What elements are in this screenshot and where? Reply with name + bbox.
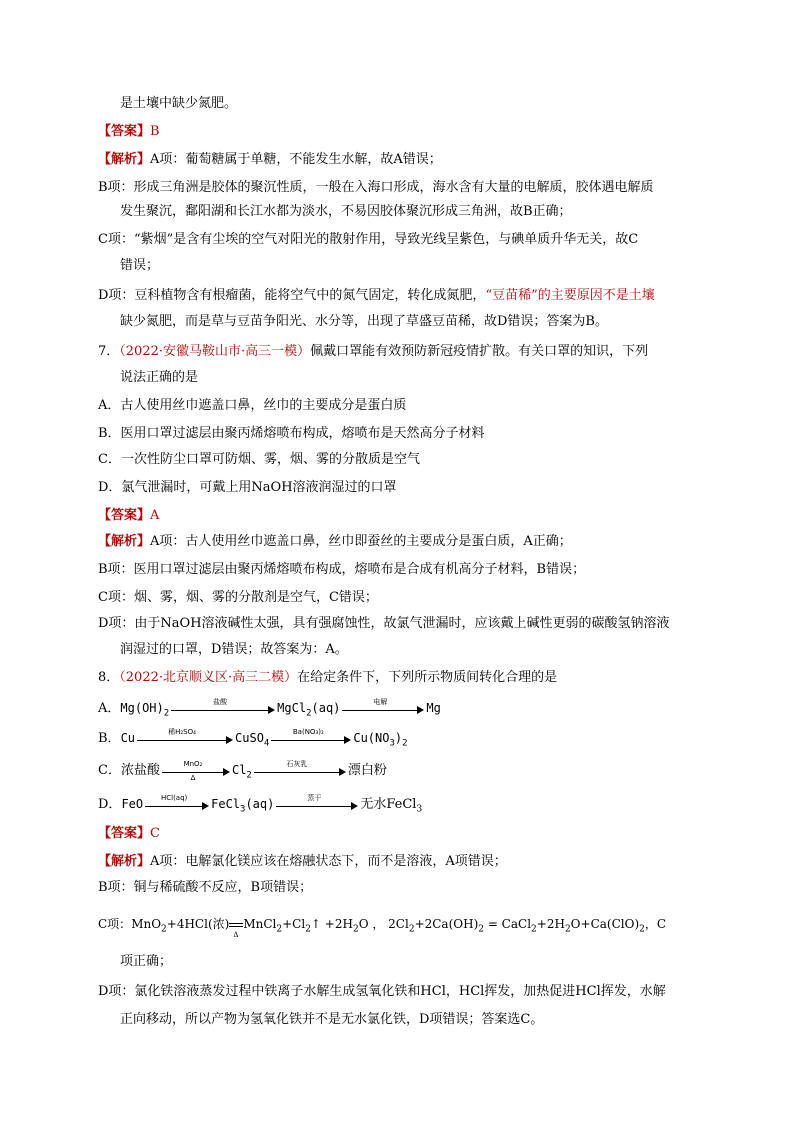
option-8-a: [98, 697, 441, 721]
reaction-arrow: [171, 697, 275, 717]
explanation-label: 【解析】: [98, 534, 151, 549]
option-8-c: [98, 759, 387, 783]
option-7-d: D．氯气泄漏时，可戴上用NaOH溶液润湿过的口罩: [98, 480, 397, 495]
arrow-condition: HCl(aq): [160, 793, 188, 802]
question-number: 7．: [98, 344, 120, 359]
option-label: C．: [98, 763, 121, 778]
arrow-condition-below: Δ: [190, 773, 196, 782]
arrow-condition: 盐酸: [213, 697, 228, 706]
explanation-6-c1: C项：“紫烟”是含有尘埃的空气对阳光的散射作用，导致光线呈紫色，与碘单质升华无关，故C: [98, 232, 639, 247]
explanation-7-c: C项：烟、雾，烟、雾的分散剂是空气，C错误；: [98, 590, 378, 605]
formula: 无水FeCl$_3$: [360, 797, 423, 815]
explanation-7-d2: 润湿过的口罩，D错误；故答案为：A。: [120, 642, 348, 657]
equation-2: $2Cl_2+2Ca(OH)_2$ = $CaCl_2+2H_2O+Ca(ClO)_2$: [388, 917, 645, 935]
arrow-condition: MnO₂: [183, 759, 203, 768]
answer-value: B: [150, 124, 160, 139]
equation-1: MnO$_2$+4HCl(浓) Δ $MnCl_2+Cl_2↑ +2H_2O$ ，: [131, 917, 385, 939]
arrow-condition: 电解: [373, 697, 388, 706]
formula: CuSO$_4$: [235, 731, 270, 749]
formula: FeCl$_3$(aq): [211, 797, 275, 815]
arrow-condition: 稀H₂SO₄: [168, 727, 196, 736]
reaction-arrow: [276, 793, 358, 813]
answer-label: 【答案】: [98, 826, 151, 841]
formula: 浓盐酸: [120, 763, 160, 778]
answer-8: [98, 826, 160, 842]
explanation-6-b1: B项：形成三角洲是胶体的聚沉性质，一般在入海口形成，海水含有大量的电解质，胶体遇电解质: [98, 180, 654, 195]
answer-value: C: [150, 826, 160, 841]
explanation-6-d1: [98, 288, 655, 304]
answer-label: 【答案】: [98, 508, 151, 523]
question-text: 佩戴口罩能有效预防新冠疫情扩散。有关口罩的知识，下列: [310, 344, 649, 359]
reaction-arrow: [254, 759, 346, 779]
question-text: 在给定条件下，下列所示物质间转化合理的是: [297, 670, 558, 685]
explanation-8-b: B项：铜与稀硫酸不反应，B项错误；: [98, 880, 313, 895]
explanation-8-d2: 正向移动，所以产物为氢氧化铁并不是无水氯化铁，D项错误；答案选C。: [120, 1012, 544, 1027]
reaction-arrow: [137, 727, 233, 747]
question-number: 8．: [98, 670, 120, 685]
explanation-label: 【解析】: [98, 152, 151, 167]
option-7-b: B．医用口罩过滤层由聚丙烯熔喷布构成，熔喷布是天然高分子材料: [98, 426, 485, 441]
explanation-text: A项：电解氯化镁应该在熔融状态下，而不是溶液，A项错误；: [150, 854, 507, 869]
explanation-text: C项：: [98, 917, 132, 931]
option-label: B．: [98, 731, 121, 746]
formula: $Cu(NO_3)_2$: [353, 731, 408, 749]
explanation-6-d2: 缺少氮肥，而是草与豆苗争阳光、水分等，出现了草盛豆苗稀，故D错误；答案为B。: [120, 314, 608, 329]
explanation-text: A项：古人使用丝巾遮盖口鼻，丝巾即蚕丝的主要成分是蛋白质，A正确；: [150, 534, 572, 549]
formula: MgCl$_2$(aq): [277, 701, 341, 719]
highlight-text: “豆苗稀”的主要原因不是土壤: [485, 288, 655, 303]
answer-6: [98, 124, 160, 140]
question-7-stem: [98, 344, 648, 360]
explanation-7-b: B项：医用口罩过滤层由聚丙烯熔喷布构成，熔喷布是合成有机高分子材料，B错误；: [98, 562, 586, 577]
option-8-d: [98, 793, 423, 818]
question-7-stem-cont: 说法正确的是: [120, 370, 199, 385]
explanation-8-c-equations: [98, 916, 666, 937]
option-7-c: C．一次性防尘口罩可防烟、雾，烟、雾的分散质是空气: [98, 452, 420, 467]
explanation-6-c2: 错误；: [120, 258, 160, 273]
answer-value: A: [150, 508, 160, 523]
arrow-condition: Ba(NO₃)₂: [292, 727, 324, 736]
explanation-text: A项：葡萄糖属于单糖，不能发生水解，故A错误；: [150, 152, 442, 167]
question-8-stem: [98, 670, 557, 686]
reaction-arrow: [342, 697, 424, 717]
explanation-text: D项：豆科植物含有根瘤菌，能将空气中的氮气固定，转化成氮肥，: [98, 288, 486, 303]
reaction-arrow: [162, 759, 230, 782]
answer-label: 【答案】: [98, 124, 151, 139]
reaction-arrow: [271, 727, 351, 747]
reaction-arrow: [145, 793, 209, 813]
explanation-6-b2: 发生聚沉，鄱阳湖和长江水都为淡水，不易因胶体聚沉形成三角洲，故B正确；: [120, 204, 572, 219]
option-label: D．: [98, 797, 122, 812]
formula: $Cl_2$: [231, 763, 252, 781]
option-7-a: A．古人使用丝巾遮盖口鼻，丝巾的主要成分是蛋白质: [98, 398, 407, 413]
question-source: （2022·北京顺义区·高三二模）: [119, 670, 298, 685]
formula: Cu: [120, 731, 136, 745]
text-line: 是土壤中缺少氮肥。: [120, 96, 238, 111]
answer-7: [98, 508, 159, 524]
explanation-7-d1: D项：由于NaOH溶液碱性太强，具有强腐蚀性，故氯气泄漏时，应该戴上碱性更弱的碳酸氢钠溶液: [98, 616, 670, 631]
equation-sign: Δ: [229, 917, 243, 933]
explanation-8-a: [98, 854, 507, 870]
question-source: （2022·安徽马鞍山市·高三一模）: [119, 344, 311, 359]
explanation-8-c2: 项正确；: [120, 954, 173, 969]
explanation-label: 【解析】: [98, 854, 151, 869]
explanation-8-d1: D项：氯化铁溶液蒸发过程中铁离子水解生成氢氧化铁和HCl，HCl挥发，加热促进HCl挥发，水解: [98, 984, 666, 999]
arrow-condition: 蒸干: [307, 793, 322, 802]
arrow-condition: 石灰乳: [286, 759, 308, 768]
explanation-6-a: [98, 152, 442, 168]
formula: Mg: [426, 701, 441, 715]
explanation-7-a: [98, 534, 572, 550]
formula: FeO: [121, 797, 144, 811]
option-8-b: [98, 727, 408, 751]
formula: 漂白粉: [347, 763, 387, 778]
explanation-text: ，C: [644, 917, 667, 931]
option-label: A．: [98, 701, 121, 716]
formula: $Mg(OH)_2$: [120, 701, 170, 719]
